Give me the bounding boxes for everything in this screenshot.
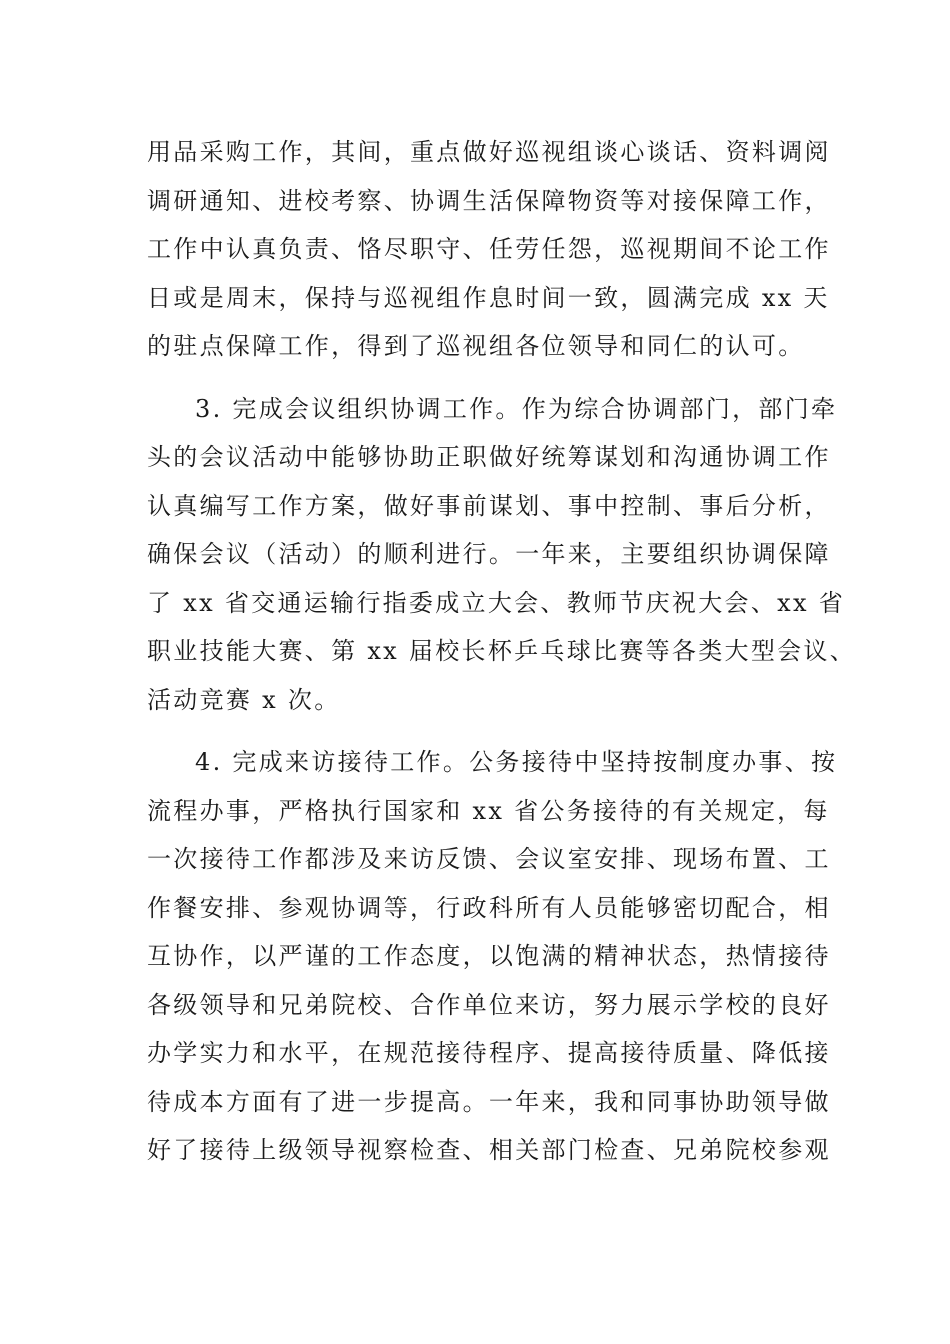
text-line: 互协作，以严谨的工作态度，以饱满的精神状态，热情接待	[147, 942, 831, 970]
paragraph-visitor-reception	[147, 738, 837, 1175]
paragraph-spacer	[147, 724, 837, 738]
text-line: 日或是周末，保持与巡视组作息时间一致，圆满完成 xx 天	[147, 283, 830, 312]
text-line: 用品采购工作，其间，重点做好巡视组谈心谈话、资料调阅	[147, 138, 831, 166]
text-line: 认真编写工作方案，做好事前谋划、事中控制、事后分析，	[147, 491, 831, 520]
paragraph-spacer	[147, 371, 837, 385]
text-line: 待成本方面有了进一步提高。一年来，我和同事协助领导做	[147, 1087, 831, 1116]
text-line: 3. 完成会议组织协调工作。作为综合协调部门，部门牵	[195, 394, 838, 423]
text-line: 职业技能大赛、第 xx 届校长杯乒乓球比赛等各类大型会议、	[147, 637, 857, 665]
text-line: 作餐安排、参观协调等，行政科所有人员能够密切配合，相	[147, 893, 831, 922]
text-line: 活动竞赛 x 次。	[147, 685, 341, 714]
text-line: 办学实力和水平，在规范接待程序、提高接待质量、降低接	[147, 1039, 831, 1067]
text-line: 4. 完成来访接待工作。公务接待中坚持按制度办事、按	[195, 748, 838, 776]
text-line: 各级领导和兄弟院校、合作单位来访，努力展示学校的良好	[147, 990, 831, 1019]
text-line: 头的会议活动中能够协助正职做好统筹谋划和沟通协调工作	[147, 443, 831, 471]
text-line: 流程办事，严格执行国家和 xx 省公务接待的有关规定，每	[147, 796, 830, 825]
text-line: 工作中认真负责、恪尽职守、任劳任怨，巡视期间不论工作	[147, 235, 831, 263]
text-line: 调研通知、进校考察、协调生活保障物资等对接保障工作，	[147, 186, 831, 215]
paragraph-procurement	[147, 128, 837, 371]
document-body	[147, 128, 857, 1175]
text-line: 确保会议（活动）的顺利进行。一年来，主要组织协调保障	[147, 540, 831, 568]
text-line: 一次接待工作都涉及来访反馈、会议室安排、现场布置、工	[147, 845, 831, 873]
text-line: 的驻点保障工作，得到了巡视组各位领导和同仁的认可。	[147, 332, 805, 360]
text-line: 好了接待上级领导视察检查、相关部门检查、兄弟院校参观	[147, 1136, 831, 1164]
paragraph-meeting-coordination	[147, 385, 857, 725]
text-line: 了 xx 省交通运输行指委成立大会、教师节庆祝大会、xx 省	[147, 588, 846, 617]
